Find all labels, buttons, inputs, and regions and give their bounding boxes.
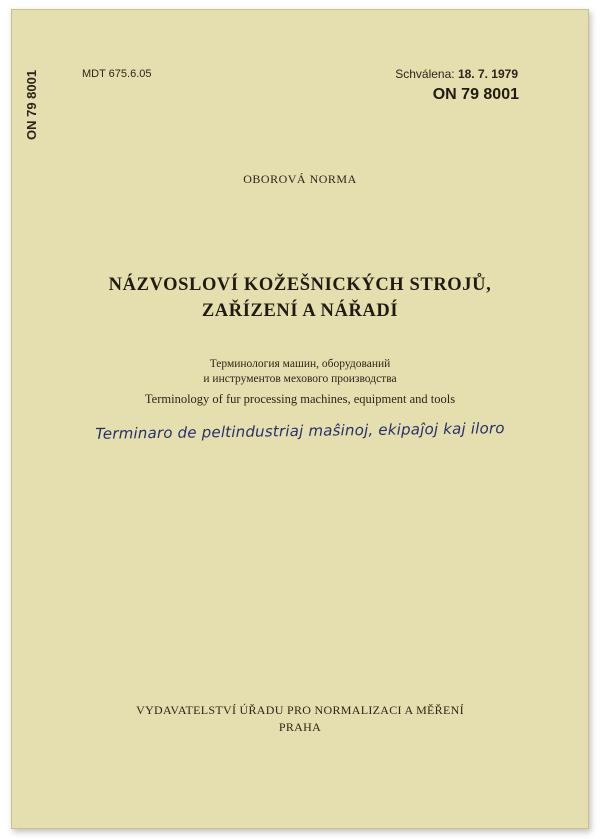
publisher-city: PRAHA xyxy=(278,720,322,734)
russian-title xyxy=(0,357,600,387)
title-line-1: NÁZVOSLOVÍ KOŽEŠNICKÝCH STROJŮ, xyxy=(108,275,492,295)
document-category: OBOROVÁ NORMA xyxy=(243,172,357,186)
english-title: Terminology of fur processing machines, equipment and tools xyxy=(144,392,456,406)
publisher xyxy=(0,702,600,736)
handwritten-note: Terminaro de peltindustriaj maŝinoj, ekipaĵoj kaj iloro xyxy=(95,419,505,443)
russian-title-line-2: и инструментов мехового производства xyxy=(203,373,397,385)
side-standard-code: ON 79 8001 xyxy=(24,69,39,140)
approval-date: 18. 7. 1979 xyxy=(457,67,518,81)
approval-label: Schválena: xyxy=(395,67,455,81)
publisher-name: VYDAVATELSTVÍ ÚŘADU PRO NORMALIZACI A MĚŘENÍ xyxy=(136,703,464,717)
russian-title-line-1: Терминология машин, оборудований xyxy=(209,358,391,370)
mdt-classification: MDT 675.6.05 xyxy=(82,68,152,80)
document-title xyxy=(0,272,600,324)
approval-line xyxy=(395,67,518,81)
title-line-2: ZAŘÍZENÍ A NÁŘADÍ xyxy=(201,301,399,321)
standard-code: ON 79 8001 xyxy=(432,86,519,103)
